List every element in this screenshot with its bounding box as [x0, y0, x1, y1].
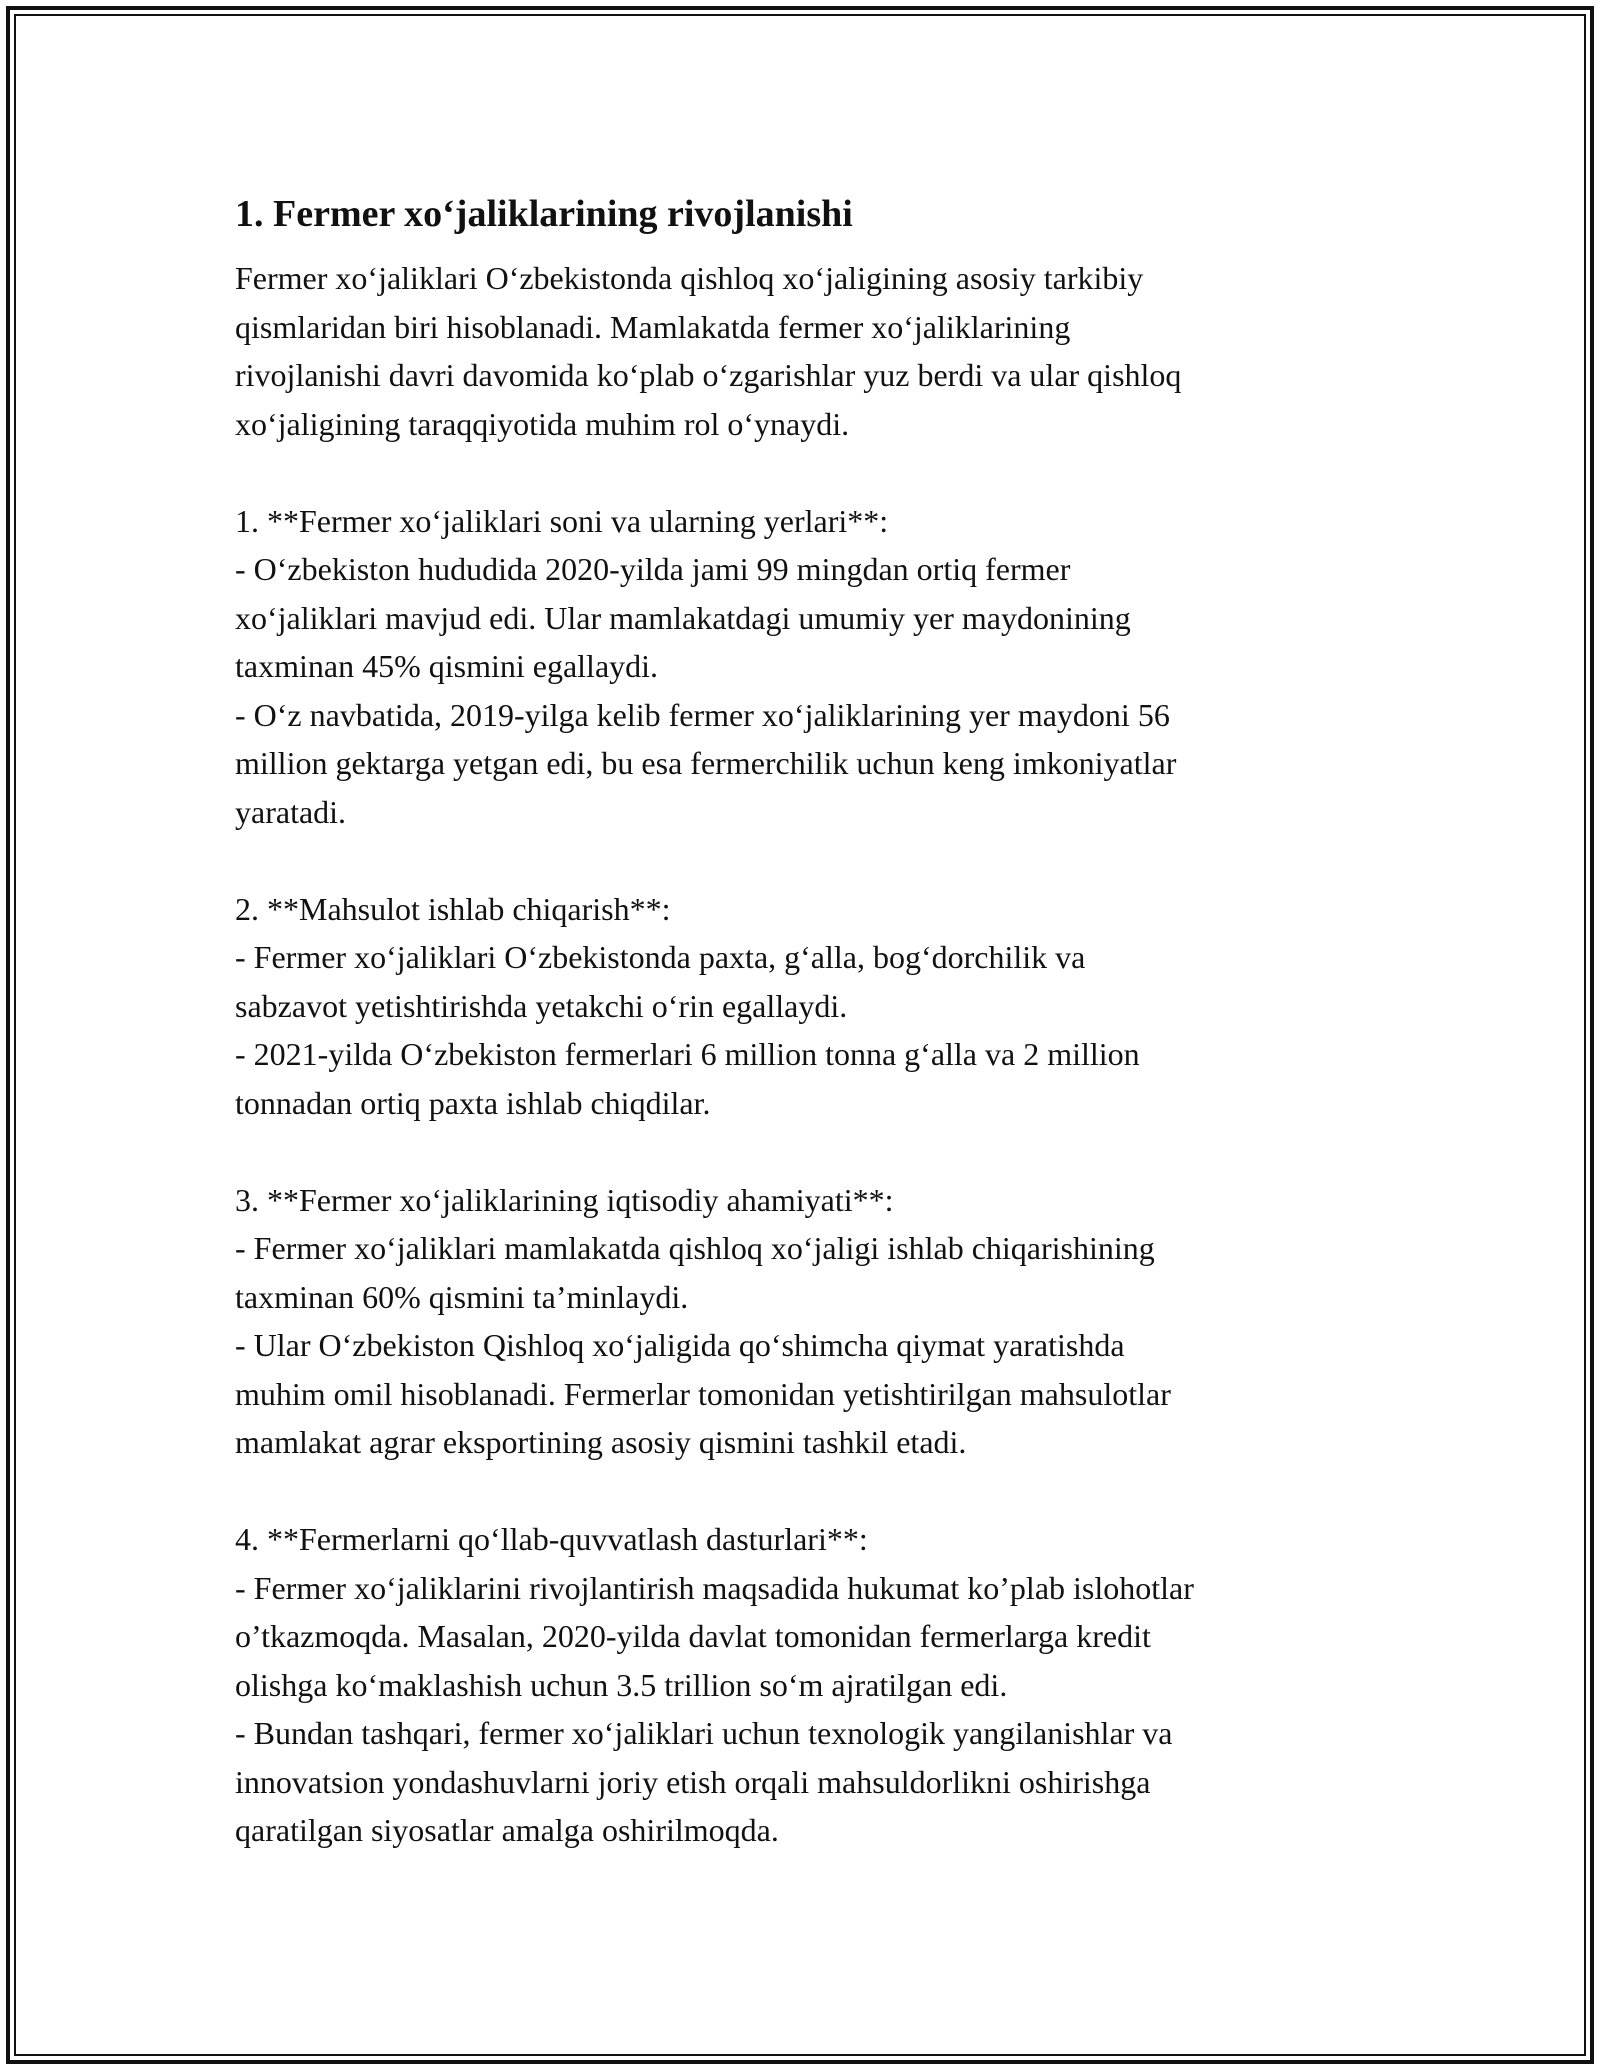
bullet-item: - Fermer xoʻjaliklari mamlakatda qishloq xoʻjaligi ishlab chiqarishining taxminan 60% qismini ta’minlaydi.: [235, 1230, 1155, 1315]
section-4: [235, 1515, 1375, 1855]
section-title: 3. **Fermer xoʻjaliklarining iqtisodiy ahamiyati**:: [235, 1181, 894, 1218]
section-1: [235, 497, 1375, 837]
section-title: 4. **Fermerlarni qoʻllab-quvvatlash dasturlari**:: [235, 1521, 868, 1557]
spacer: [235, 448, 1375, 497]
bullet-item: - 2021-yilda Oʻzbekiston fermerlari 6 million tonna gʻalla va 2 million tonnadan ortiq paxta ishlab chiqdilar.: [235, 1036, 1140, 1121]
bullet-item: - Oʻz navbatida, 2019-yilga kelib fermer xoʻjaliklarining yer maydoni 56 million gektarga yetgan edi, bu esa fermerchilik uchun keng imkoniyatlar yaratadi.: [235, 696, 1177, 830]
bullet-item: - Fermer xoʻjaliklari Oʻzbekistonda paxta, gʻalla, bogʻdorchilik va sabzavot yetishtirishda yetakchi oʻrin egallaydi.: [235, 939, 1086, 1024]
bullet-item: - Ular Oʻzbekiston Qishloq xoʻjaligida qoʻshimcha qiymat yaratishda muhim omil hisoblanadi. Fermerlar tomonidan yetishtirilgan mahsulotlar mamlakat agrar eksportining asosiy qismini tashkil etadi.: [235, 1327, 1171, 1460]
section-title: 1. **Fermer xoʻjaliklari soni va ularning yerlari**:: [235, 502, 889, 539]
spacer: [235, 1467, 1375, 1516]
document-heading: 1. Fermer xoʻjaliklarining rivojlanishi: [235, 193, 853, 235]
bullet-item: - Oʻzbekiston hududida 2020-yilda jami 99 mingdan ortiq fermer xoʻjaliklari mavjud edi. Ular mamlakatdagi umumiy yer maydonining taxminan 45% qismini egallaydi.: [235, 551, 1131, 684]
section-2: [235, 885, 1375, 1128]
section-title: 2. **Mahsulot ishlab chiqarish**:: [235, 890, 671, 927]
spacer: [235, 1127, 1375, 1176]
document-body: [235, 188, 1375, 1855]
section-3: [235, 1176, 1375, 1467]
bullet-item: - Fermer xoʻjaliklarini rivojlantirish maqsadida hukumat ko’plab islohotlar o’tkazmoqda. Masalan, 2020-yilda davlat tomonidan fermerlarga kredit olishga koʻmaklashish uchun 3.5 trillion soʻm ajratilgan edi.: [235, 1569, 1194, 1703]
spacer: [235, 836, 1375, 885]
bullet-item: - Bundan tashqari, fermer xoʻjaliklari uchun texnologik yangilanishlar va innovatsion yondashuvlarni joriy etish orqali mahsuldorlikni oshirishga qaratilgan siyosatlar amalga oshirilmoqda.: [235, 1715, 1173, 1848]
intro-paragraph: Fermer xoʻjaliklari Oʻzbekistonda qishloq xoʻjaligining asosiy tarkibiy qismlaridan biri hisoblanadi. Mamlakatda fermer xoʻjaliklarining rivojlanishi davri davomida koʻplab oʻzgarishlar yuz berdi va ular qishloq xoʻjaligining taraqqiyotida muhim rol oʻynaydi.: [235, 260, 1182, 442]
